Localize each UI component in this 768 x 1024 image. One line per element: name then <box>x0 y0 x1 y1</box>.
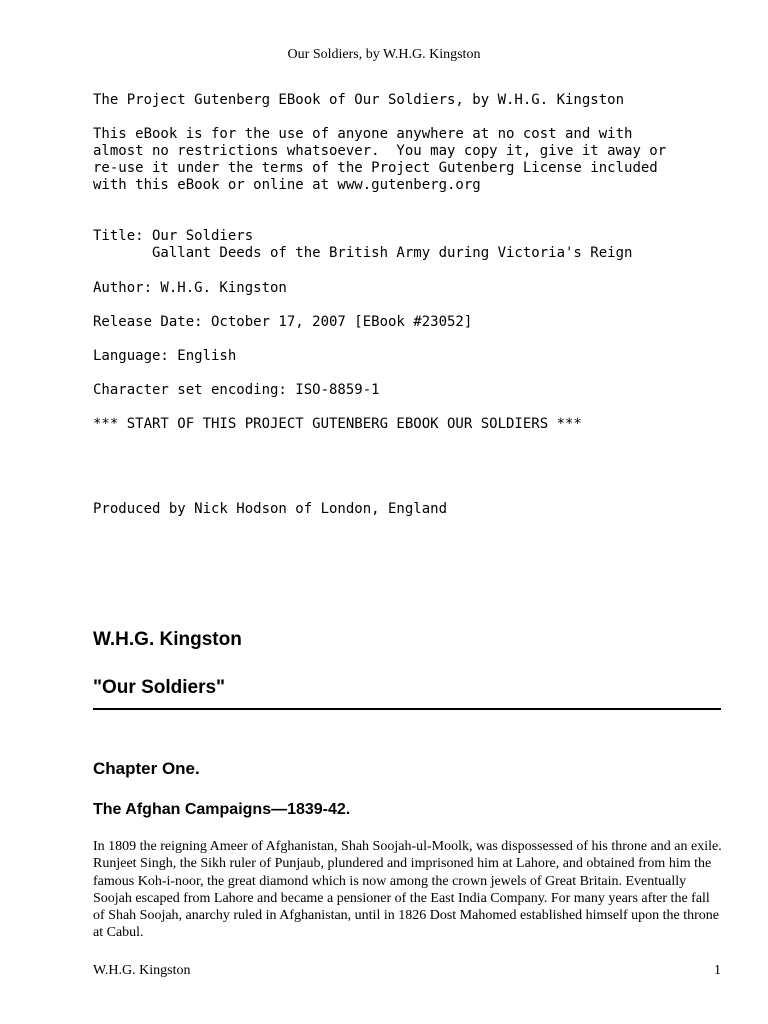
running-header: Our Soldiers, by W.H.G. Kingston <box>287 47 481 62</box>
heading-divider <box>93 708 721 710</box>
start-marker: *** START OF THIS PROJECT GUTENBERG EBOOK OUR SOLDIERS *** <box>93 416 582 432</box>
book-title-heading: "Our Soldiers" <box>93 677 226 698</box>
body-paragraph: In 1809 the reigning Ameer of Afghanistan, Shah Soojah-ul-Moolk, was dispossessed of his throne and an exile. Runjeet Singh, the Sikh ruler of Punjaub, plundered and imprisoned him at Lahore, and obtained from him the famous Koh-i-noor, the great diamond which is now among the crown jewels of Great Britain. Eventually Soojah escaped from Lahore and became a pensioner of the East India Company. For many years after the fall of Shah Soojah, anarchy ruled in Afghanistan, until in 1826 Dost Mahomed established himself upon the throne at Cabul. <box>93 839 722 941</box>
author-heading: W.H.G. Kingston <box>93 629 242 650</box>
page-number: 1 <box>714 963 721 978</box>
footer-author: W.H.G. Kingston <box>93 963 191 978</box>
gutenberg-intro: The Project Gutenberg EBook of Our Soldiers, by W.H.G. Kingston <box>93 92 625 108</box>
encoding-line: Character set encoding: ISO-8859-1 <box>93 382 380 398</box>
language-line: Language: English <box>93 348 237 364</box>
producer-line: Produced by Nick Hodson of London, England <box>93 501 448 517</box>
release-date-line: Release Date: October 17, 2007 [EBook #23052] <box>93 314 473 330</box>
title-line: Title: Our Soldiers Gallant Deeds of the British Army during Victoria's Reign <box>93 228 633 261</box>
chapter-heading: Chapter One. <box>93 759 200 778</box>
section-heading: The Afghan Campaigns—1839-42. <box>93 801 351 818</box>
author-line: Author: W.H.G. Kingston <box>93 280 287 296</box>
gutenberg-license: This eBook is for the use of anyone anywhere at no cost and with almost no restrictions whatsoever. You may copy it, give it away or re-use it under the terms of the Project Gutenberg License included with this eBook or online at www.gutenberg.org <box>93 126 667 193</box>
